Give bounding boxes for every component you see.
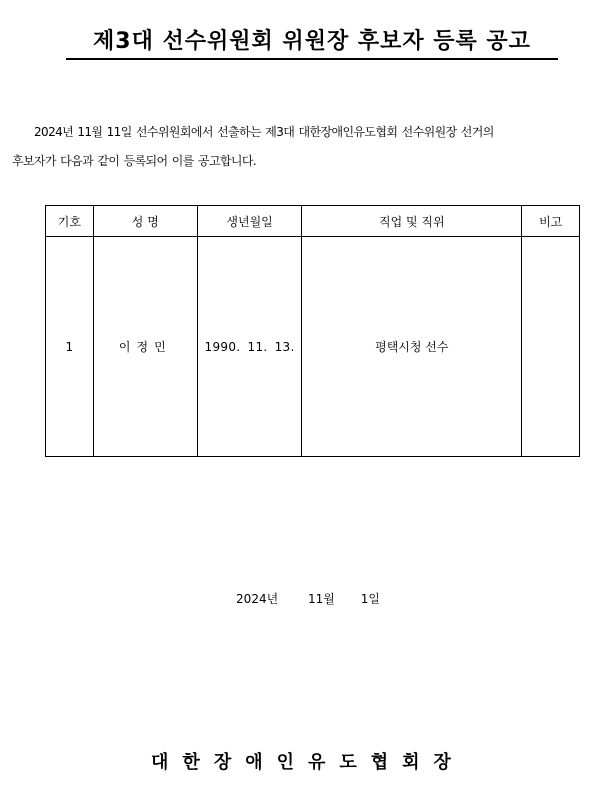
cell-occupation: 평택시청 선수 xyxy=(302,237,522,457)
header-occupation: 직업 및 직위 xyxy=(302,206,522,237)
cell-birthdate: 1990. 11. 13. xyxy=(197,237,301,457)
notice-line-2: 후보자가 다음과 같이 등록되어 이를 공고합니다. xyxy=(12,154,257,168)
header-birthdate: 생년월일 xyxy=(197,206,301,237)
table-header-row xyxy=(46,206,580,237)
organization-signature: 대한장애인유도협회장 xyxy=(151,752,465,773)
announcement-date xyxy=(0,590,616,607)
cell-remarks xyxy=(522,237,580,457)
header-number: 기호 xyxy=(46,206,94,237)
notice-paragraph xyxy=(12,118,592,176)
cell-name: 이정민 xyxy=(93,237,197,457)
table-row xyxy=(46,237,580,457)
candidate-table xyxy=(45,205,580,457)
header-remarks: 비고 xyxy=(522,206,580,237)
document-title: 제3대 선수위원회 위원장 후보자 등록 공고 xyxy=(66,26,558,60)
date-day: 1일 xyxy=(360,592,380,606)
notice-line-1: 2024년 11월 11일 선수위원회에서 선출하는 제3대 대한장애인유도협회 선수위원장 선거의 xyxy=(34,125,494,139)
cell-number: 1 xyxy=(46,237,94,457)
header-name: 성 명 xyxy=(93,206,197,237)
date-year: 2024년 xyxy=(236,592,279,606)
date-month: 11월 xyxy=(308,592,335,606)
